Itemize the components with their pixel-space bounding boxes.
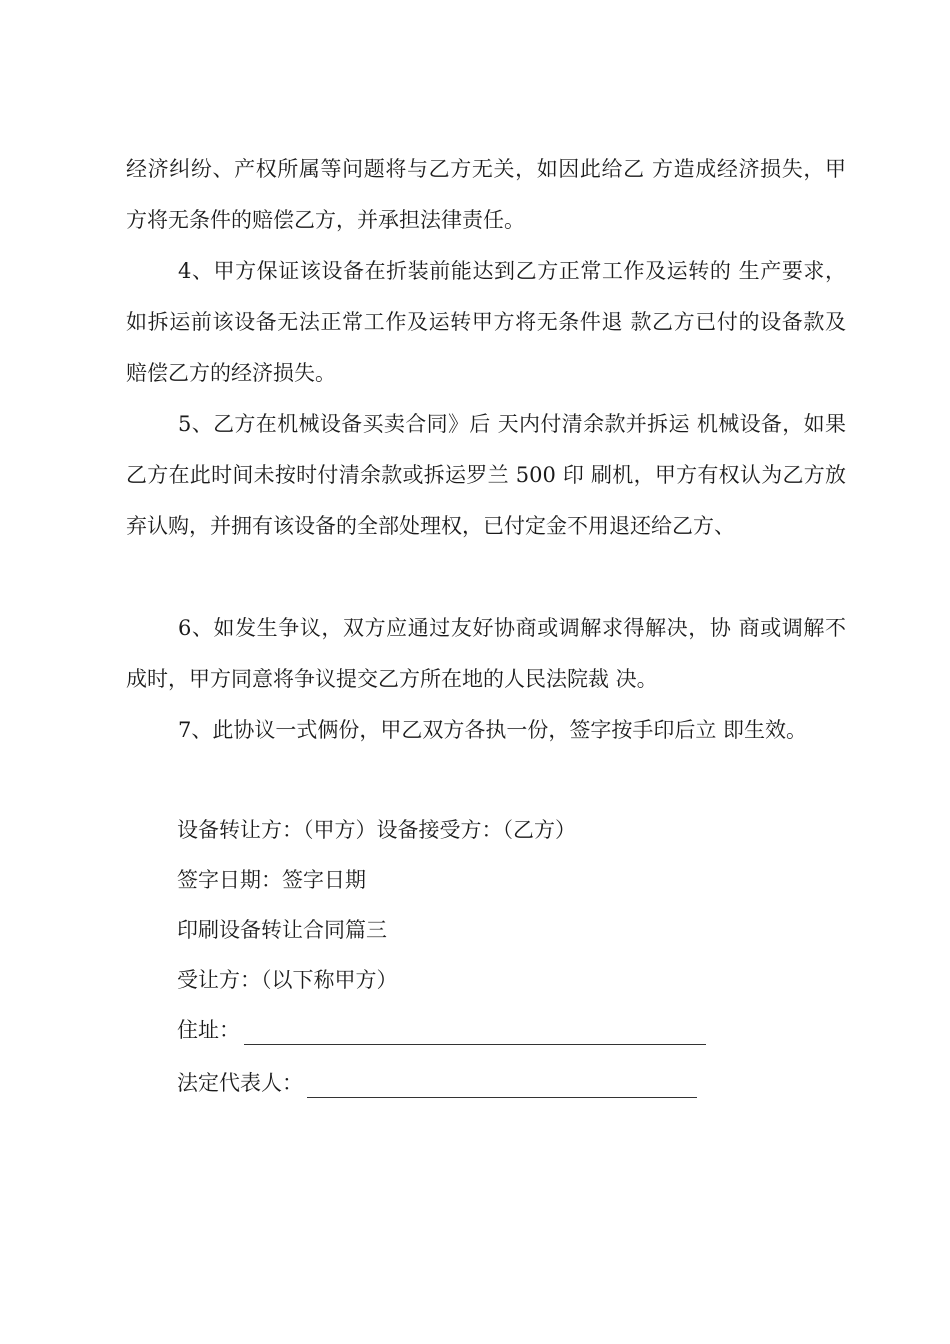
legal-rep-blank-field[interactable] [307,1075,697,1098]
paragraph-clause-4: 4、甲方保证该设备在折装前能达到乙方正常工作及运转的 生产要求，如拆运前该设备无法正常工作及运转甲方将无条件退 款乙方已付的设备款及赔偿乙方的经济损失。 [126,259,846,385]
paragraph-clause-6: 6、如发生争议，双方应通过友好协商或调解求得解决，协 商或调解不成时，甲方同意将争议提交乙方所在地的人民法院裁 决。 [126,616,846,691]
paragraph-continuation: 经济纠纷、产权所属等问题将与乙方无关，如因此给乙 方造成经济损失，甲方将无条件的赔偿乙方，并承担法律责任。 [126,157,846,232]
paragraph-clause-7: 7、此协议一式俩份，甲乙双方各执一份，签字按手印后立 即生效。 [178,718,808,742]
address-blank-field[interactable] [244,1022,706,1045]
legal-rep-label: 法定代表人： [177,1071,303,1095]
transferor-line: 受让方：（以下称甲方） [177,968,398,992]
address-line [177,1015,706,1045]
address-label: 住址： [177,1018,240,1042]
parties-line: 设备转让方：（甲方）设备接受方：（乙方） [177,818,576,842]
paragraph-clause-5: 5、乙方在机械设备买卖合同》后 天内付清余款并拆运 机械设备，如果乙方在此时间未按时付清余款或拆运罗兰 500 印 刷机，甲方有权认为乙方放弃认购，并拥有该设备的全部处理权，已付定金不用退还给乙方、 [126,412,846,538]
legal-rep-line [177,1068,697,1098]
sign-date-line: 签字日期：签字日期 [177,868,366,892]
section-title: 印刷设备转让合同篇三 [177,918,387,942]
